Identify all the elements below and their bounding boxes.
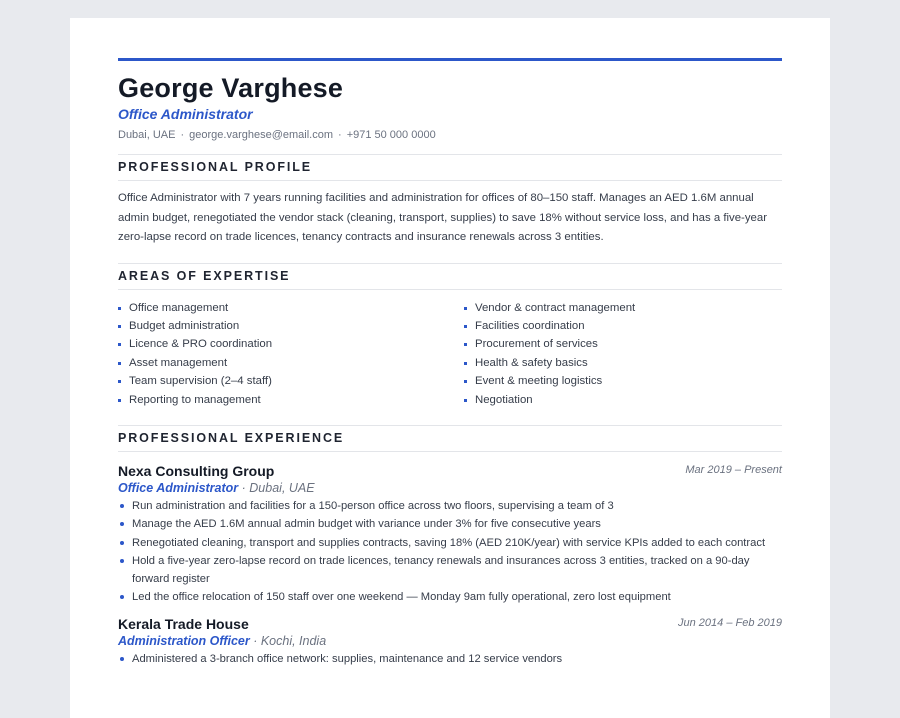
experience-heading: PROFESSIONAL EXPERIENCE <box>118 425 782 452</box>
expertise-list <box>118 299 782 409</box>
bullet-icon <box>464 362 467 365</box>
candidate-name: George Varghese <box>118 73 344 103</box>
job-header <box>118 462 782 480</box>
expertise-section <box>118 263 782 409</box>
bullet-icon <box>118 399 121 402</box>
list-item: Budget administration <box>118 317 464 335</box>
list-item: Reporting to management <box>118 391 464 409</box>
job-title: Office Administrator <box>118 480 239 495</box>
contact-phone[interactable]: +971 50 000 0000 <box>346 129 436 141</box>
job-dates: Mar 2019 – Present <box>685 463 782 476</box>
job-location: · Dubai, UAE <box>238 480 315 495</box>
resume-content <box>118 58 782 668</box>
contact-email[interactable]: george.varghese@email.com <box>189 129 334 141</box>
bullet-icon <box>118 325 121 328</box>
bullet-icon <box>120 522 124 526</box>
bullet-icon <box>118 362 121 365</box>
bullet-icon <box>120 657 124 661</box>
list-item: Hold a five-year zero-lapse record on trade licences, tenancy renewals and insurances across 3 entities, tracked on a 90-day forward register <box>118 552 772 589</box>
bullet-icon <box>464 380 467 383</box>
job-dates: Jun 2014 – Feb 2019 <box>678 616 782 629</box>
contact-separator: · <box>338 129 342 141</box>
list-item: Manage the AED 1.6M annual admin budget with variance under 3% for five consecutive years <box>118 515 772 533</box>
job-location: · Kochi, India <box>249 633 327 648</box>
bullet-icon <box>120 595 124 599</box>
job-title-line <box>118 633 782 649</box>
bullet-icon <box>120 504 124 508</box>
list-item: Led the office relocation of 150 staff over one weekend — Monday 9am fully operational, zero lost equipment <box>118 588 772 606</box>
job-bullets <box>118 650 782 668</box>
expertise-heading: AREAS OF EXPERTISE <box>118 263 782 290</box>
list-item: Team supervision (2–4 staff) <box>118 372 464 390</box>
bullet-icon <box>464 307 467 310</box>
experience-section <box>118 425 782 668</box>
list-item: Health & safety basics <box>464 354 782 372</box>
bullet-icon <box>464 343 467 346</box>
profile-section <box>118 154 782 248</box>
job-entry <box>118 462 782 607</box>
bullet-icon <box>118 307 121 310</box>
bullet-icon <box>464 399 467 402</box>
bullet-icon <box>120 559 124 563</box>
contact-line <box>118 128 782 142</box>
list-item: Licence & PRO coordination <box>118 335 464 353</box>
bullet-icon <box>118 343 121 346</box>
contact-location: Dubai, UAE <box>118 129 176 141</box>
job-entry <box>118 615 782 668</box>
job-header <box>118 615 782 633</box>
bullet-icon <box>118 380 121 383</box>
bullet-icon <box>120 541 124 545</box>
list-item: Event & meeting logistics <box>464 372 782 390</box>
list-item: Negotiation <box>464 391 782 409</box>
list-item: Renegotiated cleaning, transport and supplies contracts, saving 18% (AED 210K/year) with service KPIs added to each contract <box>118 534 772 552</box>
list-item: Office management <box>118 299 464 317</box>
contact-separator: · <box>180 129 185 141</box>
job-bullets <box>118 497 782 607</box>
bullet-icon <box>464 325 467 328</box>
list-item: Administered a 3-branch office network: supplies, maintenance and 12 service vendors <box>118 650 772 668</box>
accent-rule <box>118 58 782 61</box>
list-item: Facilities coordination <box>464 317 782 335</box>
list-item: Procurement of services <box>464 335 782 353</box>
list-item: Asset management <box>118 354 464 372</box>
profile-text: Office Administrator with 7 years running facilities and administration for offices of 80–150 staff. Manages an AED 1.6M annual admin budget, renegotiated the vendor stack (cleaning, transport, supplies) to save 18% without service loss, and has a five-year zero-lapse record on trade licences, tenancy contracts and insurance renewals across 3 entities. <box>118 192 767 243</box>
list-item: Run administration and facilities for a 150-person office across two floors, supervising a team of 3 <box>118 497 772 515</box>
company-name: Kerala Trade House <box>118 615 249 632</box>
resume-page <box>70 18 830 718</box>
candidate-role: Office Administrator <box>118 106 253 122</box>
profile-heading: PROFESSIONAL PROFILE <box>118 154 782 181</box>
list-item: Vendor & contract management <box>464 299 782 317</box>
job-title: Administration Officer <box>118 633 250 648</box>
job-title-line <box>118 480 782 496</box>
company-name: Nexa Consulting Group <box>118 462 275 479</box>
